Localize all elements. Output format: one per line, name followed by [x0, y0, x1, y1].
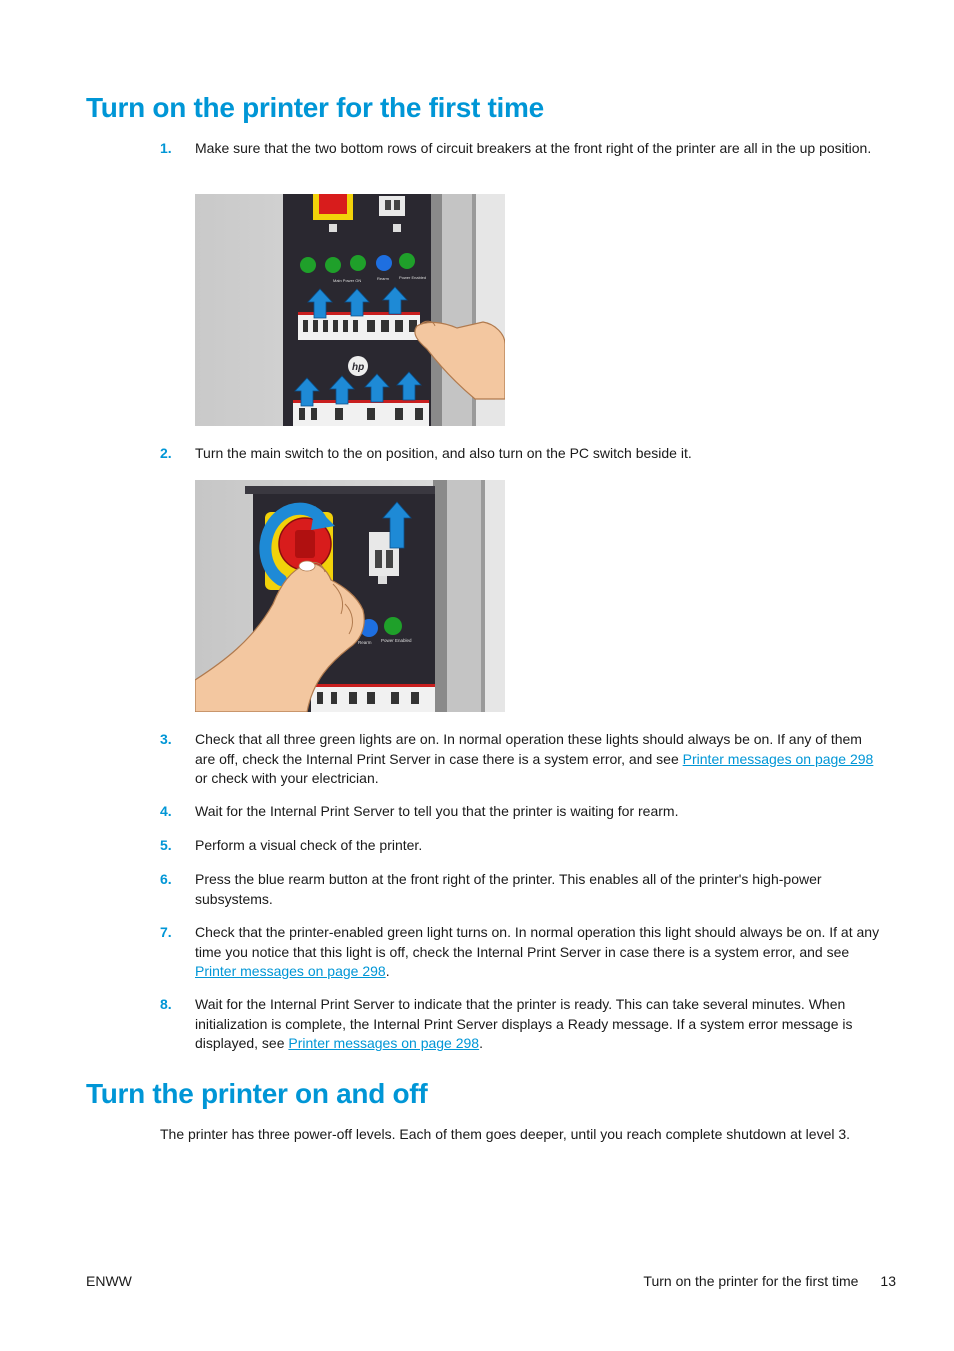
label-power-enabled: Power Enabled: [399, 275, 427, 280]
step-6: [160, 870, 880, 909]
section-title: Turn on the printer for the first time: [86, 92, 544, 123]
step-number: 3.: [160, 731, 172, 747]
label-rearm: Rearm: [358, 640, 372, 645]
step-text: Wait for the Internal Print Server to indicate that the printer is ready. This can take several minutes. When initialization is complete, the Internal Print Server displays a Ready message. If a system error message is displayed, see Printer messages on page 298.: [195, 996, 853, 1051]
step-number: 7.: [160, 924, 172, 940]
step-number: 5.: [160, 837, 172, 853]
circuit-breakers-figure: [195, 194, 505, 426]
hp-logo: hp: [352, 362, 365, 373]
label-rearm: Rearm: [377, 276, 390, 281]
step-1: [160, 139, 880, 159]
step-8: [160, 995, 880, 1054]
footer-left: ENWW: [86, 1273, 132, 1289]
printer-messages-link[interactable]: Printer messages on page 298: [682, 750, 874, 767]
step-5: [160, 836, 880, 856]
step-number: 4.: [160, 803, 172, 819]
step-number: 1.: [160, 140, 172, 156]
step-text: Check that the printer-enabled green light turns on. In normal operation this light should always be on. If at any time you notice that this light is off, check the Internal Print Server in case there is a system error, and see Printer messages on page 298.: [195, 924, 880, 979]
step-number: 6.: [160, 871, 172, 887]
printer-messages-link[interactable]: Printer messages on page 298: [288, 1035, 480, 1051]
step-2: [160, 444, 880, 464]
label-power-enabled: Power Enabled: [381, 638, 412, 643]
section-title: Turn the printer on and off: [86, 1078, 428, 1109]
step-3: [160, 730, 880, 789]
printer-messages-link[interactable]: Printer messages on page 298: [195, 963, 386, 979]
step-number: 2.: [160, 445, 172, 461]
step-text: Check that all three green lights are on. In normal operation these lights should always be on. If any of them are off, check the Internal Print Server in case there is a system error, and see Printer messages on page 298 or check with your electrician.: [195, 731, 874, 786]
page-number: 13: [880, 1273, 896, 1289]
circuit-breakers-illustration: [195, 194, 505, 426]
step-text: Perform a visual check of the printer.: [195, 837, 423, 853]
step-text: Make sure that the two bottom rows of circuit breakers at the front right of the printer are all in the up position.: [195, 140, 872, 156]
step-7: [160, 923, 880, 982]
label-main-power: Main Power ON: [333, 278, 362, 283]
footer-right: [643, 1273, 896, 1289]
step-text: Wait for the Internal Print Server to tell you that the printer is waiting for rearm.: [195, 803, 679, 819]
main-switch-figure: [195, 480, 505, 712]
body-paragraph: The printer has three power-off levels. Each of them goes deeper, until you reach complete shutdown at level 3.: [160, 1126, 851, 1142]
main-switch-illustration: [195, 480, 505, 712]
step-text: Press the blue rearm button at the front right of the printer. This enables all of the printer's high-power subsystems.: [195, 871, 822, 907]
footer-chapter-title: Turn on the printer for the first time: [643, 1273, 859, 1289]
step-number: 8.: [160, 996, 172, 1012]
step-text: Turn the main switch to the on position, and also turn on the PC switch beside it.: [195, 445, 692, 461]
step-4: [160, 802, 880, 822]
